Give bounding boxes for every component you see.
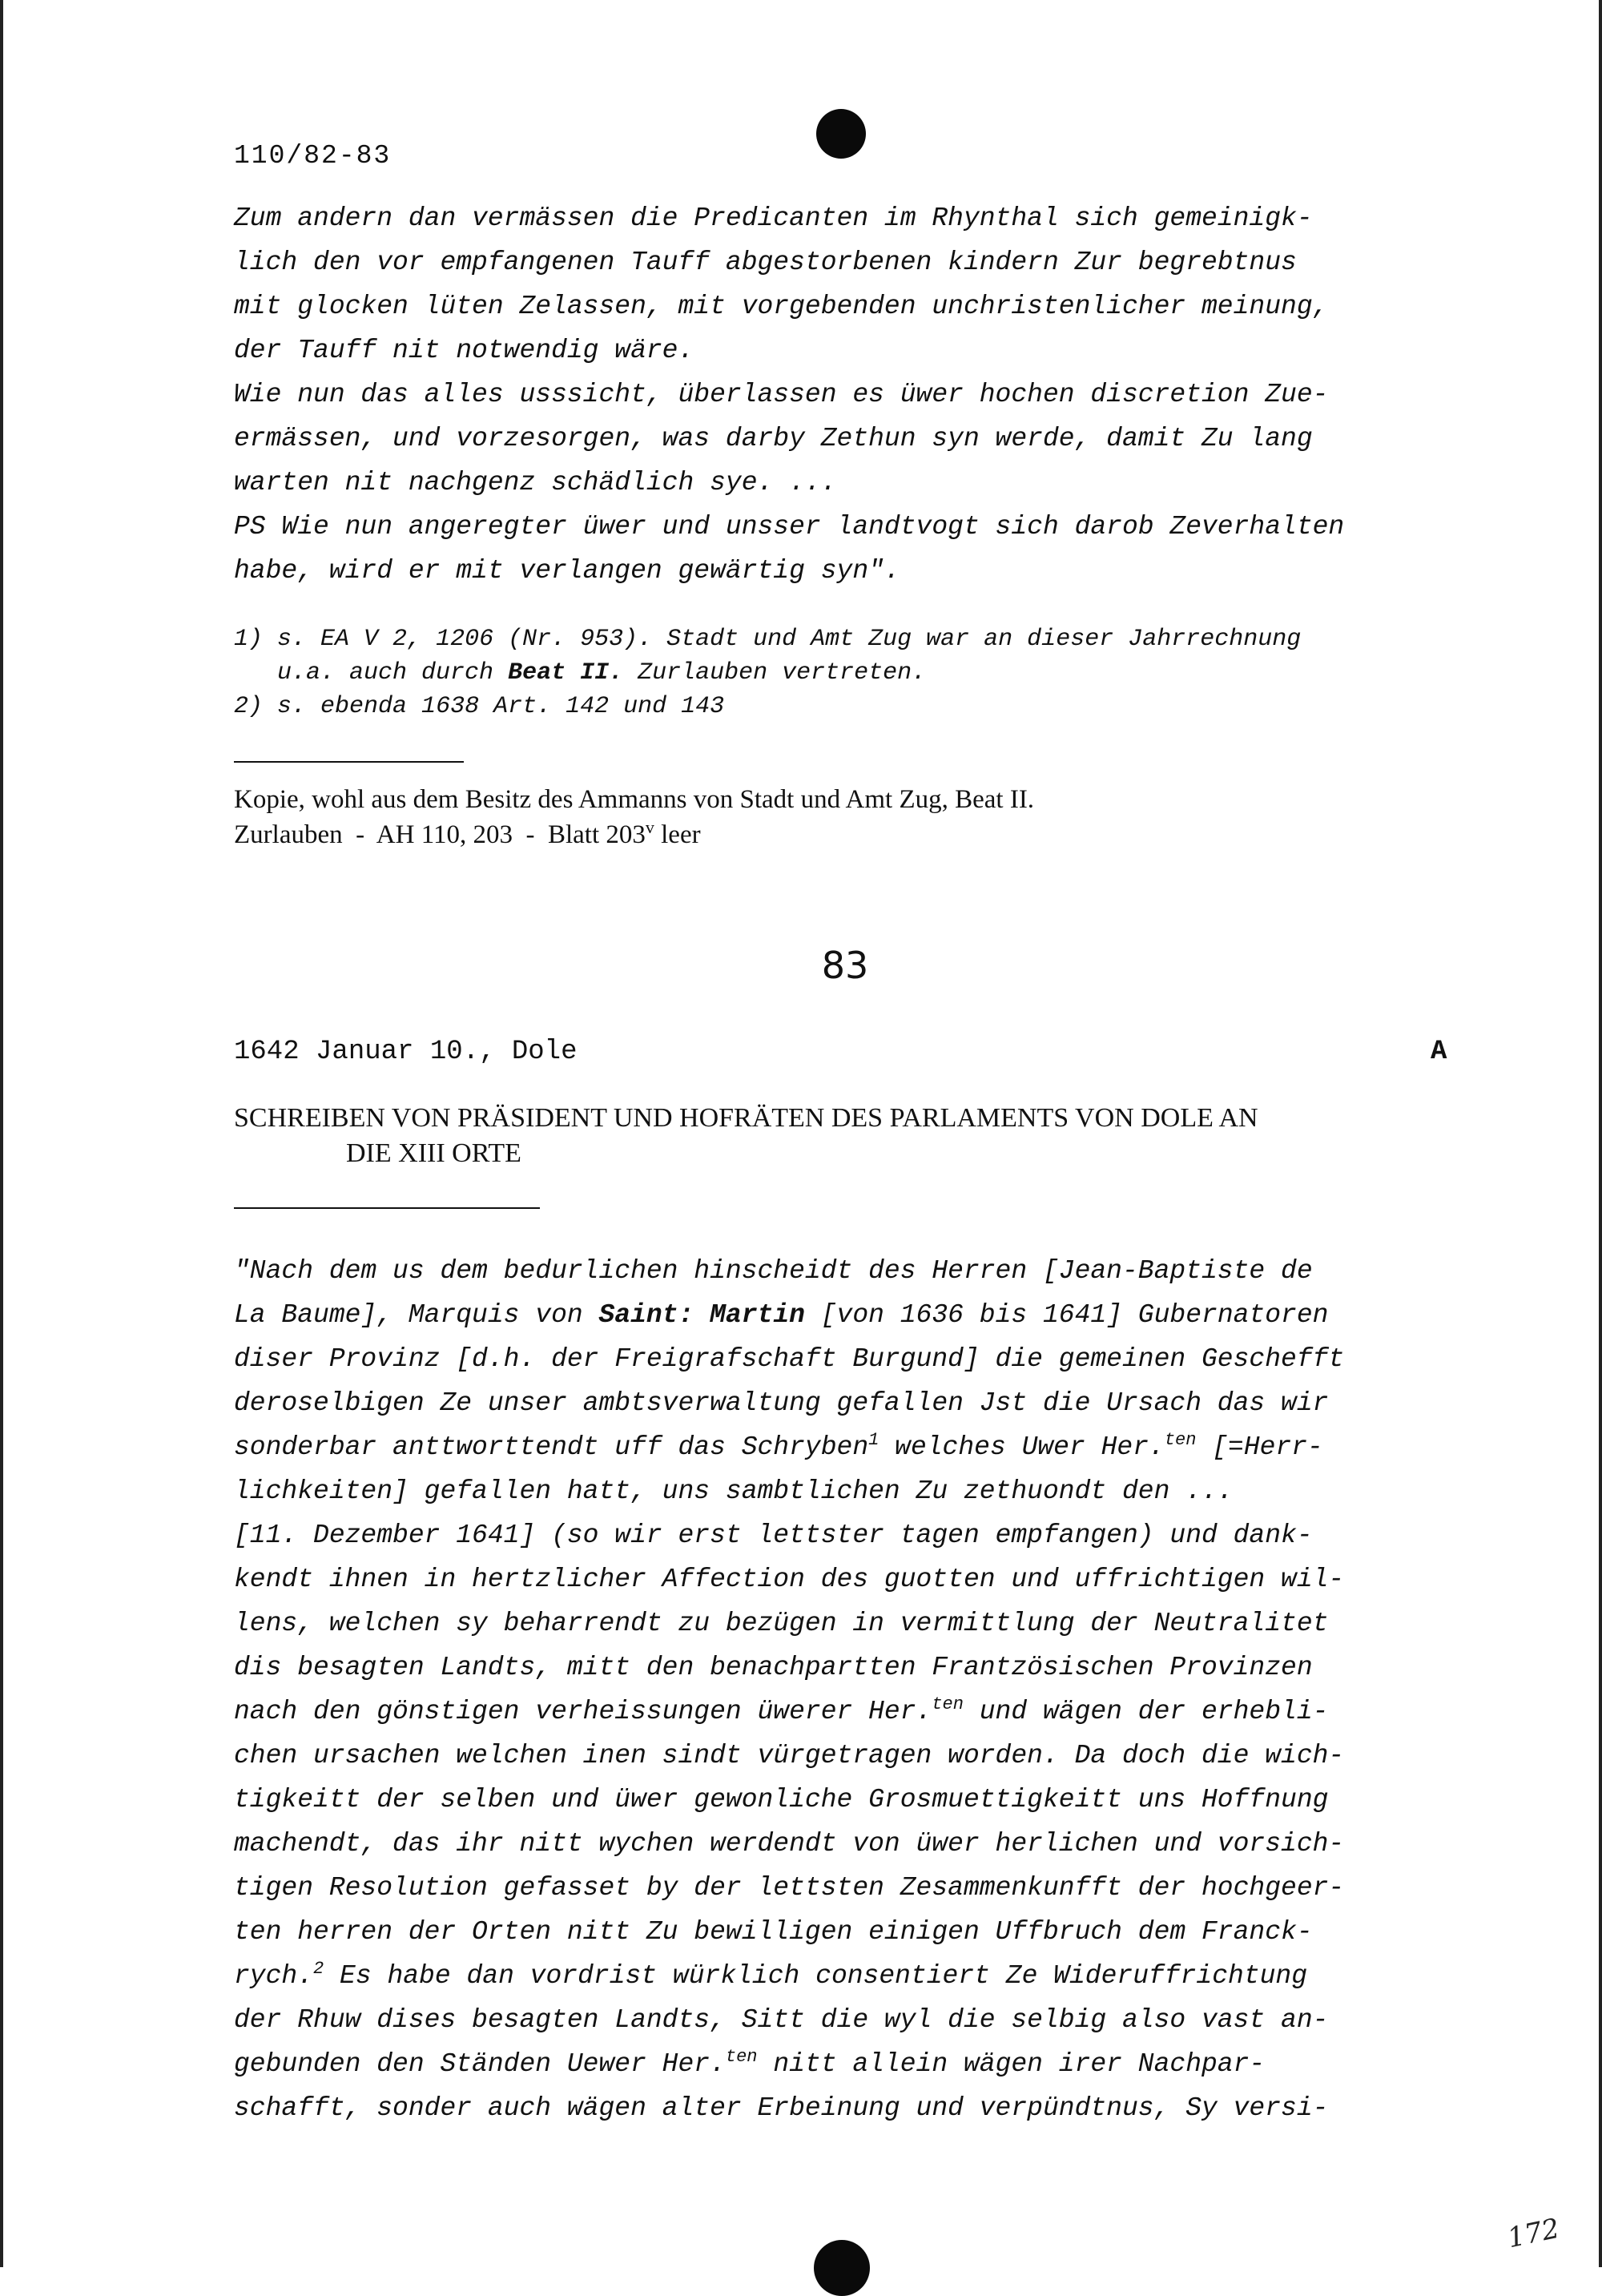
footnote-ref: 2 bbox=[313, 1959, 324, 1979]
footnote-1-continuation bbox=[234, 656, 1451, 690]
page-border-left bbox=[0, 0, 3, 2267]
text-line: kendt ihnen in hertzlicher Affection des guotten und uffrichtigen wil- bbox=[234, 1565, 1345, 1594]
footnote-1 bbox=[234, 622, 1451, 656]
text-line: warten nit nachgenz schädlich sye. ... bbox=[234, 468, 837, 497]
previous-document-text bbox=[234, 196, 1451, 593]
document-reference: 110/82-83 bbox=[234, 141, 392, 171]
text-line: chen ursachen welchen inen sindt vürgetragen worden. Da doch die wich- bbox=[234, 1741, 1345, 1770]
page-border-right bbox=[1599, 0, 1602, 2267]
superscript: ten bbox=[1164, 1430, 1197, 1450]
text-run: [=Herr- bbox=[1196, 1432, 1323, 1462]
text-run: welches Uwer Her. bbox=[879, 1432, 1165, 1462]
text-line: ermässen, und vorzesorgen, was darby Zethun syn werde, damit Zu lang bbox=[234, 424, 1313, 453]
superscript: ten bbox=[725, 2047, 758, 2067]
text-line: der Tauff nit notwendig wäre. bbox=[234, 336, 694, 365]
text-line bbox=[234, 1690, 1451, 1734]
text-run: La Baume], Marquis von bbox=[234, 1300, 599, 1330]
text-line: "Nach dem us dem bedurlichen hinscheidt des Herren [Jean-Baptiste de bbox=[234, 1256, 1313, 1286]
text-line: dis besagten Landts, mitt den benachpartten Frantzösischen Provinzen bbox=[234, 1653, 1313, 1682]
text-line: der Rhuw dises besagten Landts, Sitt die wyl die selbig also vast an- bbox=[234, 2005, 1329, 2035]
punch-hole-bottom bbox=[814, 2240, 870, 2296]
footnote-ref: 1 bbox=[868, 1430, 879, 1450]
text-line: ten herren der Orten nitt Zu bewilligen einigen Uffbruch dem Franck- bbox=[234, 1917, 1313, 1947]
footnote-2 bbox=[234, 690, 1451, 723]
source-note bbox=[234, 782, 1451, 852]
text-line: mit glocken lüten Zelassen, mit vorgebenden unchristenlicher meinung, bbox=[234, 292, 1329, 321]
footnotes bbox=[234, 622, 1451, 723]
place-name: Saint: Martin bbox=[598, 1300, 805, 1330]
text-line: machendt, das ihr nitt wychen werdendt von üwer herlichen und vorsich- bbox=[234, 1829, 1345, 1859]
text-line: diser Provinz [d.h. der Freigrafschaft Burgund] die gemeinen Geschefft bbox=[234, 1344, 1345, 1374]
handwritten-folio-number: 172 bbox=[1504, 2212, 1563, 2255]
footnote-name: Beat II. bbox=[508, 659, 624, 687]
footnote-text: u.a. auch durch bbox=[277, 659, 509, 687]
text-run: nach den gönstigen verheissungen üwerer Her. bbox=[234, 1697, 932, 1726]
footnote-label: 2) bbox=[234, 693, 264, 720]
source-text: leer bbox=[654, 820, 701, 849]
text-run: und wägen der erhebli- bbox=[963, 1697, 1329, 1726]
text-run: sonderbar anttworttendt uff das Schryben bbox=[234, 1432, 869, 1462]
text-line: lichkeiten] gefallen hatt, uns sambtlichen Zu zethuondt den ... bbox=[234, 1476, 1234, 1506]
date-place: 1642 Januar 10., Dole bbox=[234, 1037, 578, 1067]
superscript: ten bbox=[932, 1694, 964, 1714]
text-run: gebunden den Ständen Uewer Her. bbox=[234, 2049, 726, 2079]
text-run: [von 1636 bis 1641] Gubernatoren bbox=[804, 1300, 1329, 1330]
text-line bbox=[234, 2042, 1451, 2086]
text-line bbox=[234, 1425, 1451, 1469]
text-line: habe, wird er mit verlangen gewärtig syn". bbox=[234, 556, 900, 586]
text-line bbox=[234, 1954, 1451, 1998]
text-line: schafft, sonder auch wägen alter Erbeinung und verpündtnus, Sy versi- bbox=[234, 2093, 1329, 2123]
text-line bbox=[234, 1293, 1451, 1337]
source-line-2 bbox=[234, 817, 1451, 852]
letter-text bbox=[234, 1249, 1451, 2130]
title-line-2: DIE XIII ORTE bbox=[346, 1138, 521, 1168]
footnote-text: Zurlauben vertreten. bbox=[623, 659, 927, 687]
footnote-text: s. ebenda 1638 Art. 142 und 143 bbox=[277, 693, 725, 720]
text-line: Wie nun das alles usssicht, überlassen es üwer hochen discretion Zue- bbox=[234, 380, 1329, 409]
text-line: tigen Resolution gefasset by der lettsten Zesammenkunfft der hochgeer- bbox=[234, 1873, 1345, 1903]
verso-mark: v bbox=[645, 817, 654, 837]
document-title bbox=[234, 1101, 1451, 1171]
source-text: Zurlauben - AH 110, 203 - Blatt 203 bbox=[234, 820, 646, 849]
separator-line bbox=[234, 761, 464, 763]
text-line: [11. Dezember 1641] (so wir erst lettster tagen empfangen) und dank- bbox=[234, 1521, 1313, 1550]
text-run: Es habe dan vordrist würklich consentiert Ze Wideruffrichtung bbox=[324, 1961, 1308, 1991]
text-line: deroselbigen Ze unser ambtsverwaltung gefallen Jst die Ursach das wir bbox=[234, 1388, 1329, 1418]
source-line-1: Kopie, wohl aus dem Besitz des Ammanns von Stadt und Amt Zug, Beat II. bbox=[234, 785, 1035, 814]
text-line: lens, welchen sy beharrendt zu bezügen in vermittlung der Neutralitet bbox=[234, 1609, 1329, 1638]
text-run: nitt allein wägen irer Nachpar- bbox=[757, 2049, 1266, 2079]
separator-line bbox=[234, 1207, 540, 1209]
text-line: PS Wie nun angeregter üwer und unsser landtvogt sich darob Zeverhalten bbox=[234, 512, 1345, 542]
version-mark: A bbox=[1431, 1037, 1447, 1067]
text-line: tigkeitt der selben und üwer gewonliche Grosmuettigkeitt uns Hoffnung bbox=[234, 1785, 1329, 1815]
text-line: lich den vor empfangenen Tauff abgestorbenen kindern Zur begrebtnus bbox=[234, 248, 1297, 277]
footnote-text: s. EA V 2, 1206 (Nr. 953). Stadt und Amt Zug war an dieser Jahrrechnung bbox=[277, 626, 1302, 653]
footnote-label: 1) bbox=[234, 626, 264, 653]
title-line-1: SCHREIBEN VON PRÄSIDENT UND HOFRÄTEN DES PARLAMENTS VON DOLE AN bbox=[234, 1103, 1258, 1133]
document-number: 83 bbox=[821, 944, 869, 987]
text-run: rych. bbox=[234, 1961, 314, 1991]
text-line: Zum andern dan vermässen die Predicanten im Rhynthal sich gemeinigk- bbox=[234, 203, 1313, 233]
